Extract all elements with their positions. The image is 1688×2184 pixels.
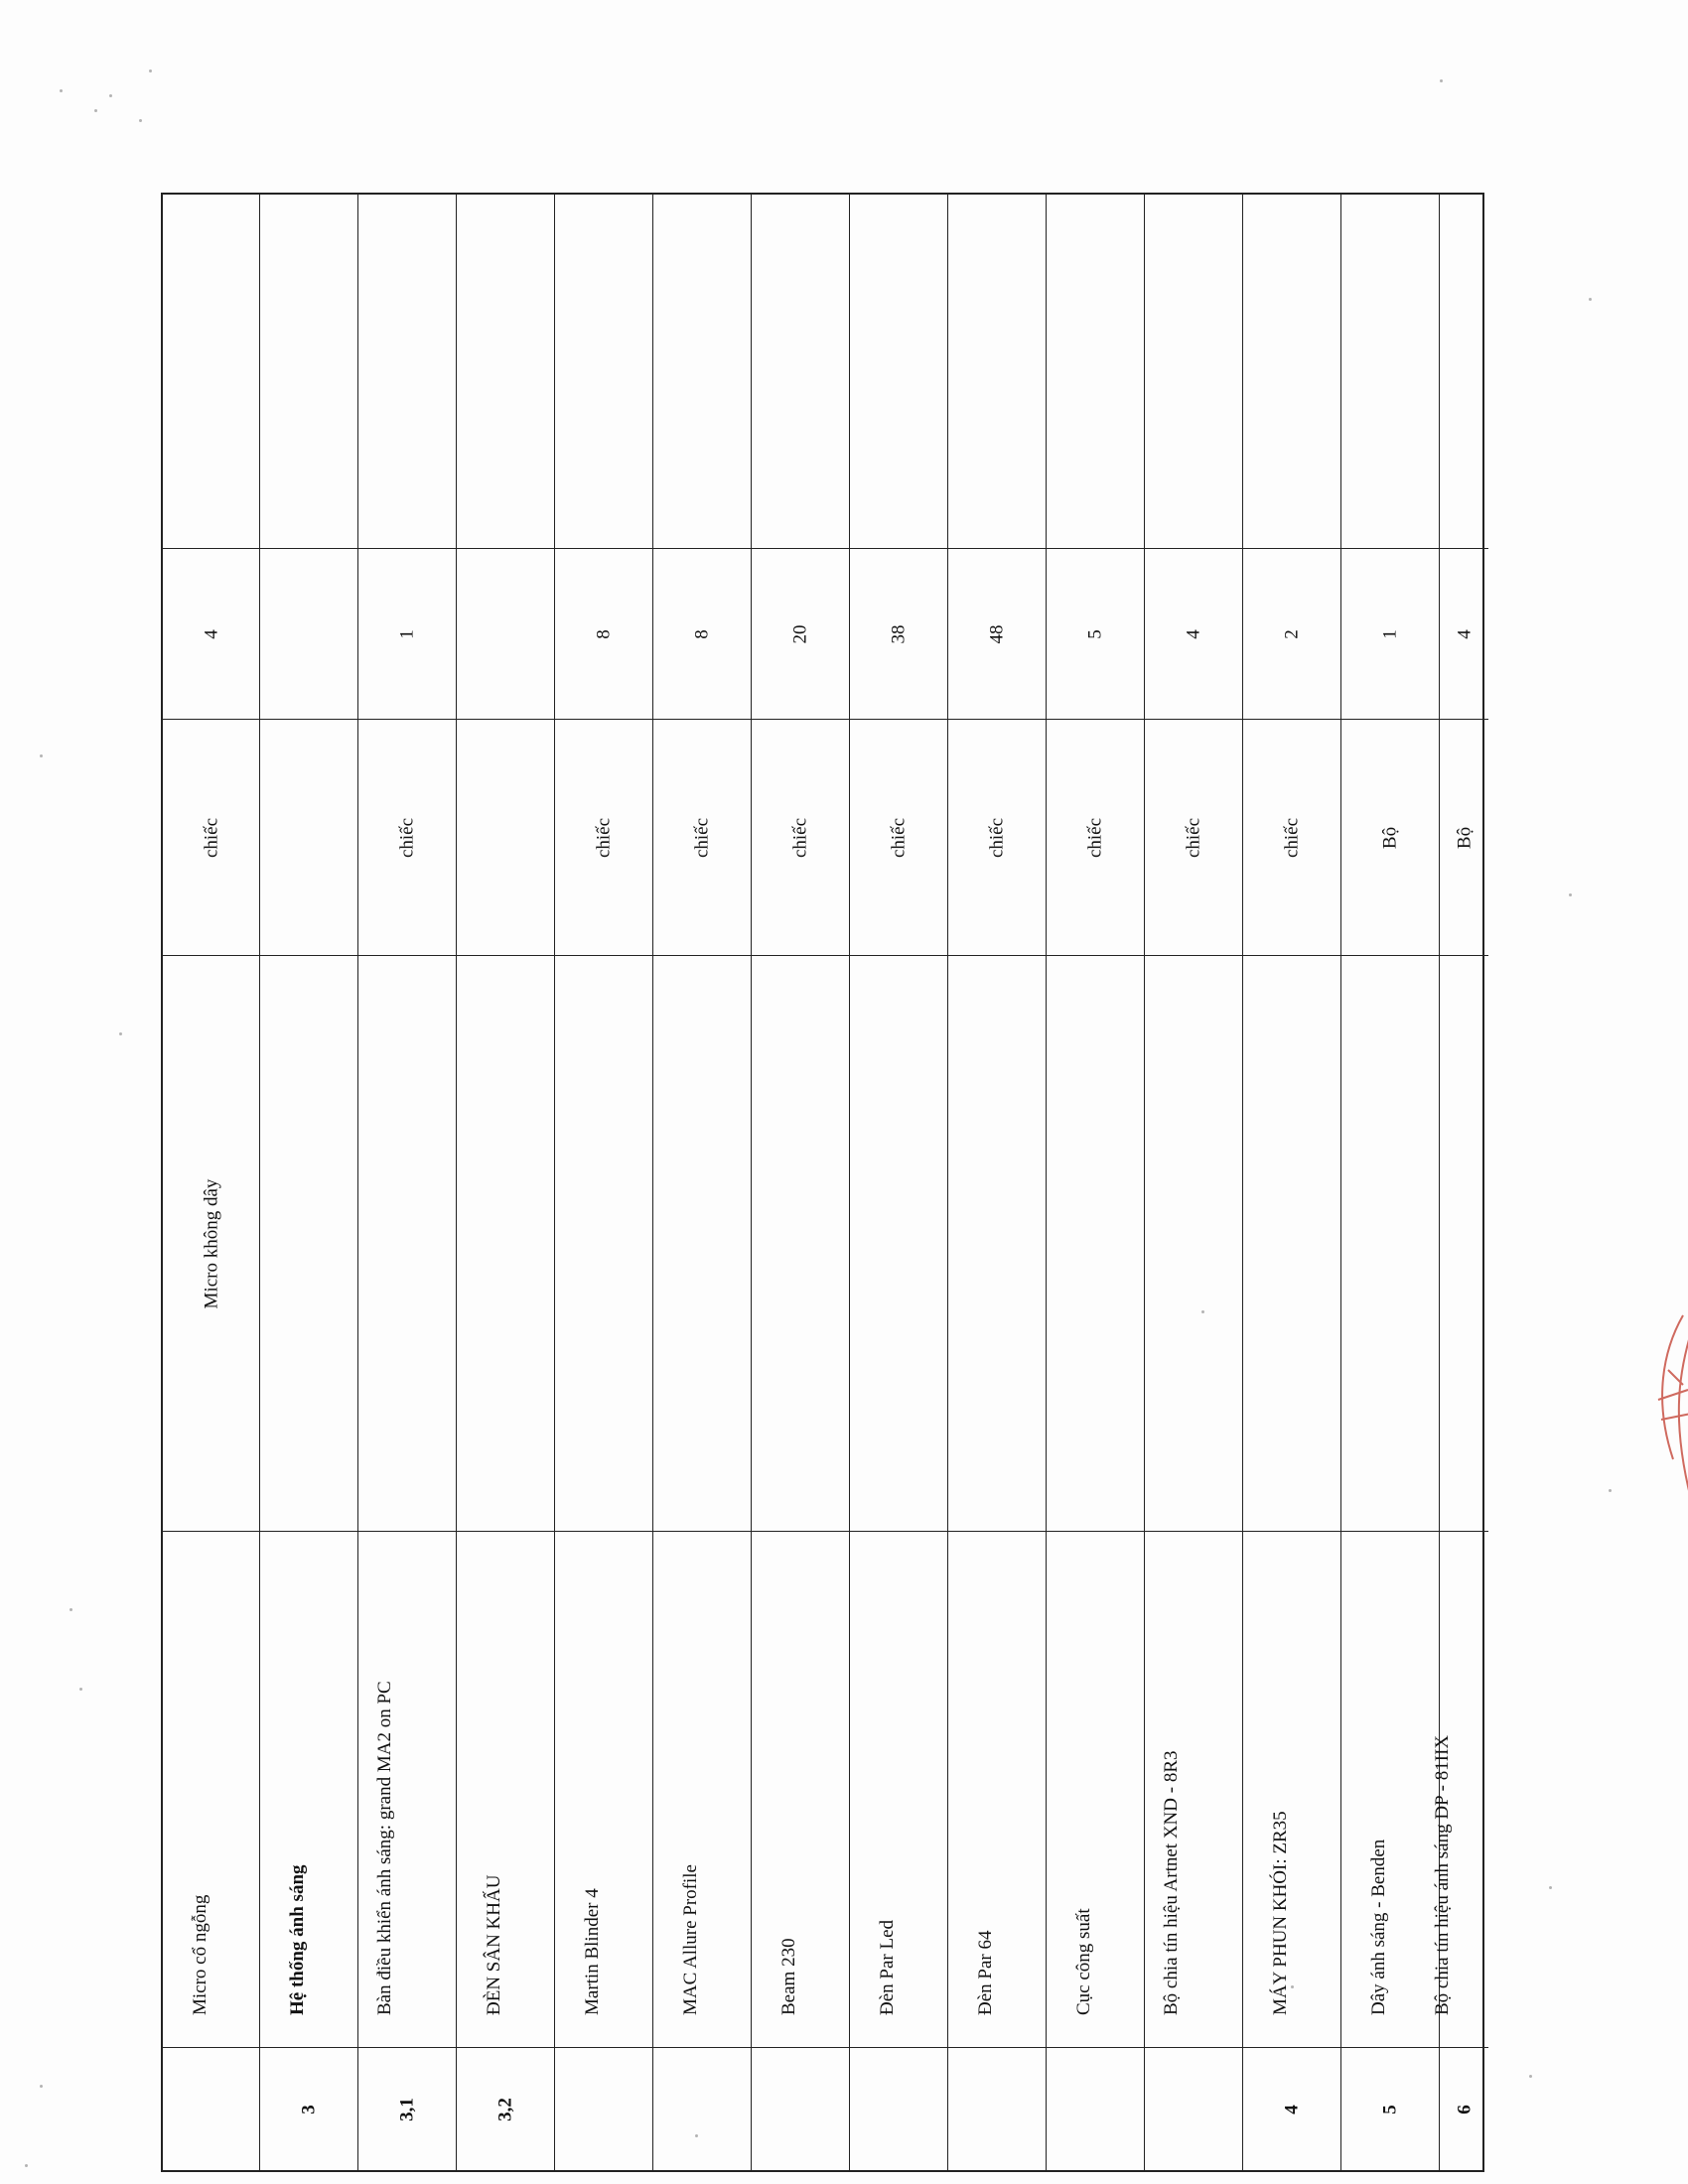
cell-note — [1341, 195, 1439, 548]
qty-text: 1 — [1379, 628, 1401, 639]
speck — [94, 109, 97, 112]
cell-qty — [1341, 548, 1439, 719]
cell-spec — [653, 955, 751, 1531]
stt-text: 3,1 — [396, 2097, 418, 2121]
cell-unit — [1243, 719, 1340, 955]
cell-note — [850, 195, 947, 548]
cell-unit — [457, 719, 554, 955]
cell-note — [260, 195, 357, 548]
table-row — [163, 195, 260, 2170]
cell-note — [653, 195, 751, 548]
equipment-table — [161, 193, 1484, 2172]
table-row — [653, 195, 752, 2170]
cell-qty — [1243, 548, 1340, 719]
speck — [60, 89, 63, 92]
cell-name — [358, 1531, 456, 2047]
cell-note — [1243, 195, 1340, 548]
cell-stt — [260, 2047, 357, 2170]
unit-text: chiếc — [1281, 817, 1303, 858]
table-row — [1341, 195, 1440, 2170]
cell-name — [1145, 1531, 1242, 2047]
name-text: Hệ thống ánh sáng — [287, 1864, 308, 2015]
speck — [1529, 2075, 1532, 2078]
cell-spec — [1440, 955, 1488, 1531]
speck — [119, 1032, 122, 1035]
cell-name — [1047, 1531, 1144, 2047]
qty-text: 38 — [888, 624, 910, 643]
cell-spec — [457, 955, 554, 1531]
cell-name — [555, 1531, 652, 2047]
table-row — [457, 195, 555, 2170]
cell-unit — [555, 719, 652, 955]
cell-qty — [752, 548, 849, 719]
speck — [1549, 1886, 1552, 1889]
cell-qty — [163, 548, 259, 719]
cell-unit — [850, 719, 947, 955]
cell-stt — [752, 2047, 849, 2170]
cell-qty — [457, 548, 554, 719]
cell-qty — [1440, 548, 1488, 719]
unit-text: chiếc — [1084, 817, 1106, 858]
table-row — [752, 195, 850, 2170]
cell-stt — [1047, 2047, 1144, 2170]
unit-text: chiếc — [888, 817, 910, 858]
qty-text: 4 — [1454, 628, 1475, 639]
cell-name — [457, 1531, 554, 2047]
cell-unit — [752, 719, 849, 955]
stt-text: 4 — [1281, 2104, 1303, 2115]
speck — [109, 94, 112, 97]
stt-text: 3 — [298, 2104, 320, 2115]
name-text: Cục công suất — [1073, 1908, 1094, 2015]
cell-stt — [1243, 2047, 1340, 2170]
qty-text: 8 — [593, 628, 615, 639]
cell-stt — [163, 2047, 259, 2170]
name-text: MÁY PHUN KHÓI: ZR35 — [1270, 1811, 1291, 2015]
cell-unit — [163, 719, 259, 955]
unit-text: Bộ — [1379, 826, 1401, 849]
cell-name — [1341, 1531, 1439, 2047]
name-text: Dây ánh sáng - Benden — [1368, 1839, 1389, 2015]
unit-text: chiếc — [789, 817, 811, 858]
speck — [40, 754, 43, 757]
cell-qty — [850, 548, 947, 719]
cell-qty — [1047, 548, 1144, 719]
qty-text: 4 — [201, 628, 221, 639]
cell-spec — [850, 955, 947, 1531]
cell-note — [1145, 195, 1242, 548]
speck — [1609, 1489, 1612, 1492]
cell-qty — [260, 548, 357, 719]
table-row — [260, 195, 358, 2170]
name-text: Bộ chia tín hiệu Artnet XND - 8R3 — [1161, 1750, 1182, 2015]
unit-text: Bộ — [1454, 826, 1475, 849]
unit-text: chiếc — [593, 817, 615, 858]
cell-qty — [555, 548, 652, 719]
qty-text: 5 — [1084, 628, 1106, 639]
cell-stt — [358, 2047, 456, 2170]
cell-stt — [948, 2047, 1046, 2170]
cell-spec — [260, 955, 357, 1531]
cell-stt — [850, 2047, 947, 2170]
unit-text: chiếc — [396, 817, 418, 858]
cell-unit — [1440, 719, 1488, 955]
cell-unit — [358, 719, 456, 955]
cell-spec — [1145, 955, 1242, 1531]
cell-stt — [457, 2047, 554, 2170]
cell-qty — [1145, 548, 1242, 719]
cell-name — [948, 1531, 1046, 2047]
qty-text: 48 — [986, 624, 1008, 643]
cell-unit — [653, 719, 751, 955]
qty-text: 20 — [789, 624, 811, 643]
name-text: Martin Blinder 4 — [582, 1888, 603, 2015]
name-text: Micro cổ ngỗng — [189, 1894, 211, 2015]
cell-name — [163, 1531, 259, 2047]
qty-text: 1 — [396, 628, 418, 639]
cell-spec — [1341, 955, 1439, 1531]
name-text: Đèn Par 64 — [975, 1930, 996, 2015]
cell-name — [1243, 1531, 1340, 2047]
stt-text: 5 — [1379, 2104, 1401, 2115]
cell-stt — [1145, 2047, 1242, 2170]
table-row — [1047, 195, 1145, 2170]
table-row — [555, 195, 653, 2170]
cell-qty — [653, 548, 751, 719]
speck — [40, 2085, 43, 2088]
cell-spec — [948, 955, 1046, 1531]
speck — [1589, 298, 1592, 301]
cell-note — [948, 195, 1046, 548]
unit-text: chiếc — [986, 817, 1008, 858]
table-row — [1431, 195, 1488, 2170]
cell-spec — [555, 955, 652, 1531]
speck — [79, 1688, 82, 1691]
unit-text: chiếc — [201, 817, 221, 858]
cell-unit — [948, 719, 1046, 955]
speck — [1440, 79, 1443, 82]
cell-spec — [358, 955, 456, 1531]
qty-text: 8 — [691, 628, 713, 639]
table-row — [948, 195, 1047, 2170]
table-row — [358, 195, 457, 2170]
table-row — [1145, 195, 1243, 2170]
cell-spec — [1243, 955, 1340, 1531]
cell-note — [1440, 195, 1488, 548]
cell-note — [457, 195, 554, 548]
name-text: ĐÈN SÂN KHẤU — [484, 1874, 504, 2015]
cell-spec — [1047, 955, 1144, 1531]
qty-text: 4 — [1183, 628, 1204, 639]
speck — [25, 2164, 28, 2167]
cell-spec — [163, 955, 259, 1531]
table-row — [850, 195, 948, 2170]
unit-text: chiếc — [691, 817, 713, 858]
cell-stt — [555, 2047, 652, 2170]
cell-spec — [752, 955, 849, 1531]
speck — [1569, 893, 1572, 896]
spec-text: Micro không dây — [201, 1178, 221, 1308]
stt-text: 3,2 — [494, 2097, 516, 2121]
cell-stt — [1341, 2047, 1439, 2170]
speck — [139, 119, 142, 122]
cell-stt — [1440, 2047, 1488, 2170]
table-row — [1243, 195, 1341, 2170]
speck — [70, 1608, 72, 1611]
cell-note — [1047, 195, 1144, 548]
cell-unit — [1145, 719, 1242, 955]
unit-text: chiếc — [1183, 817, 1204, 858]
red-stamp-fragment — [1643, 1310, 1688, 1509]
cell-name — [752, 1531, 849, 2047]
stt-text: 6 — [1454, 2104, 1475, 2115]
cell-qty — [948, 548, 1046, 719]
name-text: Bộ chia tín hiệu ánh sáng DP - 81IIX — [1431, 1734, 1453, 2015]
cell-note — [752, 195, 849, 548]
speck — [149, 69, 152, 72]
name-text: Beam 230 — [778, 1938, 799, 2015]
cell-stt — [653, 2047, 751, 2170]
cell-name — [260, 1531, 357, 2047]
cell-note — [163, 195, 259, 548]
name-text: Đèn Par Led — [877, 1919, 898, 2015]
cell-name — [653, 1531, 751, 2047]
cell-name — [850, 1531, 947, 2047]
cell-note — [555, 195, 652, 548]
cell-name — [1431, 1531, 1488, 2047]
qty-text: 2 — [1281, 628, 1303, 639]
cell-unit — [260, 719, 357, 955]
cell-qty — [358, 548, 456, 719]
cell-unit — [1047, 719, 1144, 955]
cell-unit — [1341, 719, 1439, 955]
cell-note — [358, 195, 456, 548]
name-text: Bàn điều khiển ánh sáng: grand MA2 on PC — [374, 1681, 395, 2015]
name-text: MAC Allure Profile — [680, 1864, 701, 2015]
